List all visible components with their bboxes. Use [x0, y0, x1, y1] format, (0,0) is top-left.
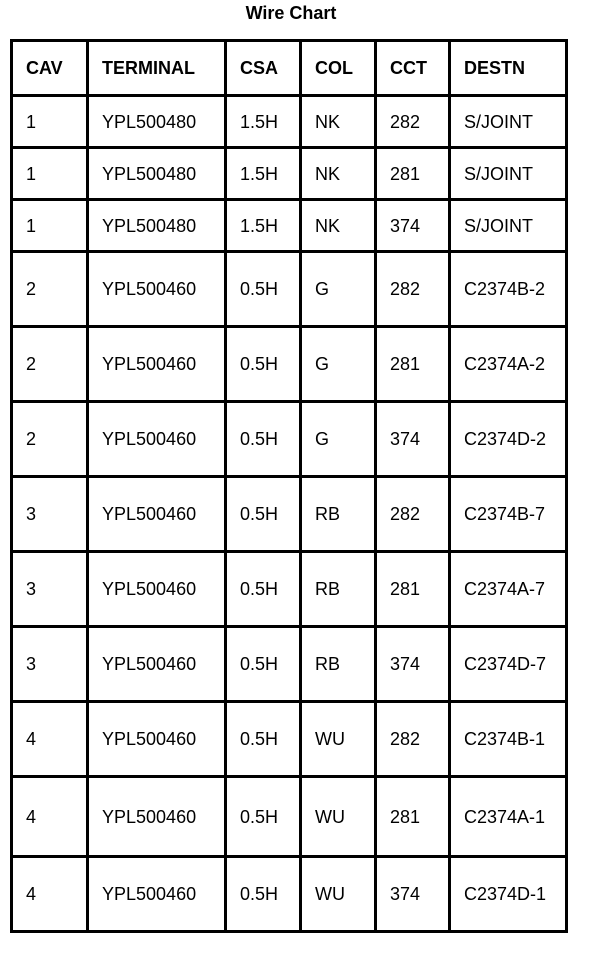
- cell-destn-text: C2374D-1: [464, 884, 547, 904]
- cell-cav: [12, 200, 88, 252]
- cell-cct-text: 374: [390, 884, 421, 904]
- cell-destn: [450, 552, 567, 627]
- cell-terminal-text: YPL500480: [102, 163, 197, 184]
- cell-col: [301, 857, 376, 932]
- cell-csa: [226, 327, 301, 402]
- table-row: [12, 148, 567, 200]
- cell-destn: [450, 96, 567, 148]
- cell-cct-text: 281: [390, 579, 421, 599]
- column-header-cct: CCT: [376, 41, 450, 96]
- cell-cct: [376, 200, 450, 252]
- cell-terminal-text: YPL500460: [102, 279, 197, 299]
- cell-cav-text: 3: [26, 654, 37, 674]
- cell-cct-text: 374: [390, 654, 421, 674]
- cell-cav: [12, 148, 88, 200]
- column-header-col: COL: [301, 41, 376, 96]
- cell-terminal: [88, 327, 226, 402]
- cell-csa-text: 0.5H: [240, 354, 279, 374]
- cell-terminal-text: YPL500460: [102, 354, 197, 374]
- cell-csa-text: 0.5H: [240, 806, 279, 827]
- cell-col-text: NK: [315, 111, 341, 132]
- cell-col: [301, 327, 376, 402]
- cell-destn-text: C2374B-1: [464, 729, 546, 749]
- table-row: [12, 252, 567, 327]
- page-title: Wire Chart: [245, 3, 337, 23]
- cell-cav: [12, 96, 88, 148]
- cell-cct-text: 281: [390, 163, 421, 184]
- cell-csa-text: 1.5H: [240, 111, 279, 132]
- cell-cct-text: 282: [390, 504, 421, 524]
- cell-terminal-text: YPL500460: [102, 429, 197, 449]
- cell-terminal: [88, 402, 226, 477]
- cell-csa: [226, 857, 301, 932]
- cell-destn: [450, 148, 567, 200]
- table-row: [12, 402, 567, 477]
- cell-destn-text: C2374A-1: [464, 806, 546, 827]
- cell-terminal-text: YPL500460: [102, 729, 197, 749]
- cell-col-text: RB: [315, 654, 341, 674]
- cell-col-text: G: [315, 354, 330, 374]
- cell-col: [301, 627, 376, 702]
- cell-cct-text: 281: [390, 806, 421, 827]
- cell-destn-text: S/JOINT: [464, 215, 534, 236]
- cell-cct-text: 374: [390, 215, 421, 236]
- cell-csa: [226, 402, 301, 477]
- cell-cct: [376, 402, 450, 477]
- cell-cav: [12, 327, 88, 402]
- wire-chart-table: [10, 39, 568, 933]
- cell-destn: [450, 627, 567, 702]
- cell-col-text: WU: [315, 806, 345, 827]
- cell-col-text: WU: [315, 729, 345, 749]
- cell-col-text: RB: [315, 504, 341, 524]
- cell-csa: [226, 148, 301, 200]
- cell-terminal: [88, 252, 226, 327]
- cell-destn: [450, 702, 567, 777]
- cell-col: [301, 477, 376, 552]
- cell-cav: [12, 777, 88, 857]
- cell-cav: [12, 552, 88, 627]
- column-header-csa: CSA: [226, 41, 301, 96]
- column-header-destn: DESTN: [450, 41, 567, 96]
- table-row: [12, 200, 567, 252]
- cell-cav-text: 4: [26, 806, 37, 827]
- cell-destn-text: S/JOINT: [464, 163, 534, 184]
- cell-terminal: [88, 777, 226, 857]
- cell-col: [301, 252, 376, 327]
- cell-col-text: G: [315, 279, 330, 299]
- cell-csa: [226, 777, 301, 857]
- cell-terminal: [88, 96, 226, 148]
- table-row: [12, 552, 567, 627]
- cell-cav-text: 4: [26, 884, 37, 904]
- cell-destn: [450, 857, 567, 932]
- cell-col: [301, 148, 376, 200]
- cell-cav-text: 1: [26, 163, 37, 184]
- cell-col-text: WU: [315, 884, 345, 904]
- cell-col: [301, 552, 376, 627]
- cell-destn: [450, 200, 567, 252]
- cell-cct-text: 282: [390, 279, 421, 299]
- cell-col: [301, 702, 376, 777]
- cell-cav-text: 1: [26, 111, 37, 132]
- cell-cct: [376, 552, 450, 627]
- cell-cav-text: 4: [26, 729, 37, 749]
- cell-terminal-text: YPL500460: [102, 884, 197, 904]
- cell-col-text: G: [315, 429, 330, 449]
- cell-cct: [376, 252, 450, 327]
- cell-destn-text: S/JOINT: [464, 111, 534, 132]
- cell-cav: [12, 627, 88, 702]
- cell-col: [301, 96, 376, 148]
- cell-csa: [226, 252, 301, 327]
- table-row: [12, 96, 567, 148]
- cell-cav-text: 3: [26, 504, 37, 524]
- cell-col-text: RB: [315, 579, 341, 599]
- cell-destn: [450, 402, 567, 477]
- cell-cav-text: 2: [26, 354, 37, 374]
- cell-cav-text: 1: [26, 215, 37, 236]
- cell-csa: [226, 702, 301, 777]
- cell-destn-text: C2374D-2: [464, 429, 547, 449]
- table-row: [12, 857, 567, 932]
- cell-csa-text: 1.5H: [240, 163, 279, 184]
- cell-destn-text: C2374D-7: [464, 654, 547, 674]
- cell-terminal: [88, 477, 226, 552]
- cell-terminal-text: YPL500460: [102, 579, 197, 599]
- cell-cct: [376, 857, 450, 932]
- table-row: [12, 327, 567, 402]
- cell-destn-text: C2374B-7: [464, 504, 546, 524]
- cell-cct-text: 282: [390, 729, 421, 749]
- cell-cct: [376, 702, 450, 777]
- cell-terminal: [88, 552, 226, 627]
- cell-cav: [12, 402, 88, 477]
- table-row: [12, 627, 567, 702]
- cell-cct: [376, 327, 450, 402]
- cell-terminal-text: YPL500480: [102, 215, 197, 236]
- column-header-cav: CAV: [12, 41, 88, 96]
- cell-col-text: NK: [315, 215, 341, 236]
- cell-terminal: [88, 702, 226, 777]
- cell-terminal-text: YPL500460: [102, 806, 197, 827]
- cell-csa: [226, 200, 301, 252]
- cell-col: [301, 402, 376, 477]
- cell-destn: [450, 252, 567, 327]
- table-row: [12, 777, 567, 857]
- table-header-row: [12, 41, 567, 96]
- cell-csa-text: 0.5H: [240, 579, 279, 599]
- cell-destn-text: C2374B-2: [464, 279, 546, 299]
- cell-csa: [226, 552, 301, 627]
- cell-cav-text: 3: [26, 579, 37, 599]
- cell-terminal-text: YPL500460: [102, 654, 197, 674]
- table-row: [12, 477, 567, 552]
- cell-col: [301, 200, 376, 252]
- table-row: [12, 702, 567, 777]
- cell-cav: [12, 252, 88, 327]
- column-header-terminal: TERMINAL: [88, 41, 226, 96]
- cell-csa-text: 0.5H: [240, 279, 279, 299]
- cell-cav-text: 2: [26, 279, 37, 299]
- cell-cct-text: 282: [390, 111, 421, 132]
- cell-cav: [12, 702, 88, 777]
- cell-col-text: NK: [315, 163, 341, 184]
- cell-csa-text: 0.5H: [240, 504, 279, 524]
- cell-cct: [376, 777, 450, 857]
- cell-cav: [12, 477, 88, 552]
- cell-csa: [226, 96, 301, 148]
- cell-cav-text: 2: [26, 429, 37, 449]
- cell-destn-text: C2374A-7: [464, 579, 546, 599]
- table-body: [12, 96, 567, 932]
- cell-cct-text: 281: [390, 354, 421, 374]
- cell-csa: [226, 477, 301, 552]
- cell-csa-text: 0.5H: [240, 884, 279, 904]
- cell-terminal-text: YPL500460: [102, 504, 197, 524]
- cell-cct: [376, 627, 450, 702]
- cell-cav: [12, 857, 88, 932]
- cell-cct-text: 374: [390, 429, 421, 449]
- cell-destn: [450, 327, 567, 402]
- cell-cct: [376, 96, 450, 148]
- cell-terminal: [88, 148, 226, 200]
- cell-destn: [450, 777, 567, 857]
- cell-csa-text: 0.5H: [240, 654, 279, 674]
- cell-csa-text: 0.5H: [240, 429, 279, 449]
- cell-destn: [450, 477, 567, 552]
- cell-csa-text: 0.5H: [240, 729, 279, 749]
- cell-terminal: [88, 627, 226, 702]
- cell-cct: [376, 477, 450, 552]
- cell-csa-text: 1.5H: [240, 215, 279, 236]
- cell-csa: [226, 627, 301, 702]
- cell-col: [301, 777, 376, 857]
- cell-cct: [376, 148, 450, 200]
- cell-destn-text: C2374A-2: [464, 354, 546, 374]
- cell-terminal: [88, 857, 226, 932]
- cell-terminal-text: YPL500480: [102, 111, 197, 132]
- cell-terminal: [88, 200, 226, 252]
